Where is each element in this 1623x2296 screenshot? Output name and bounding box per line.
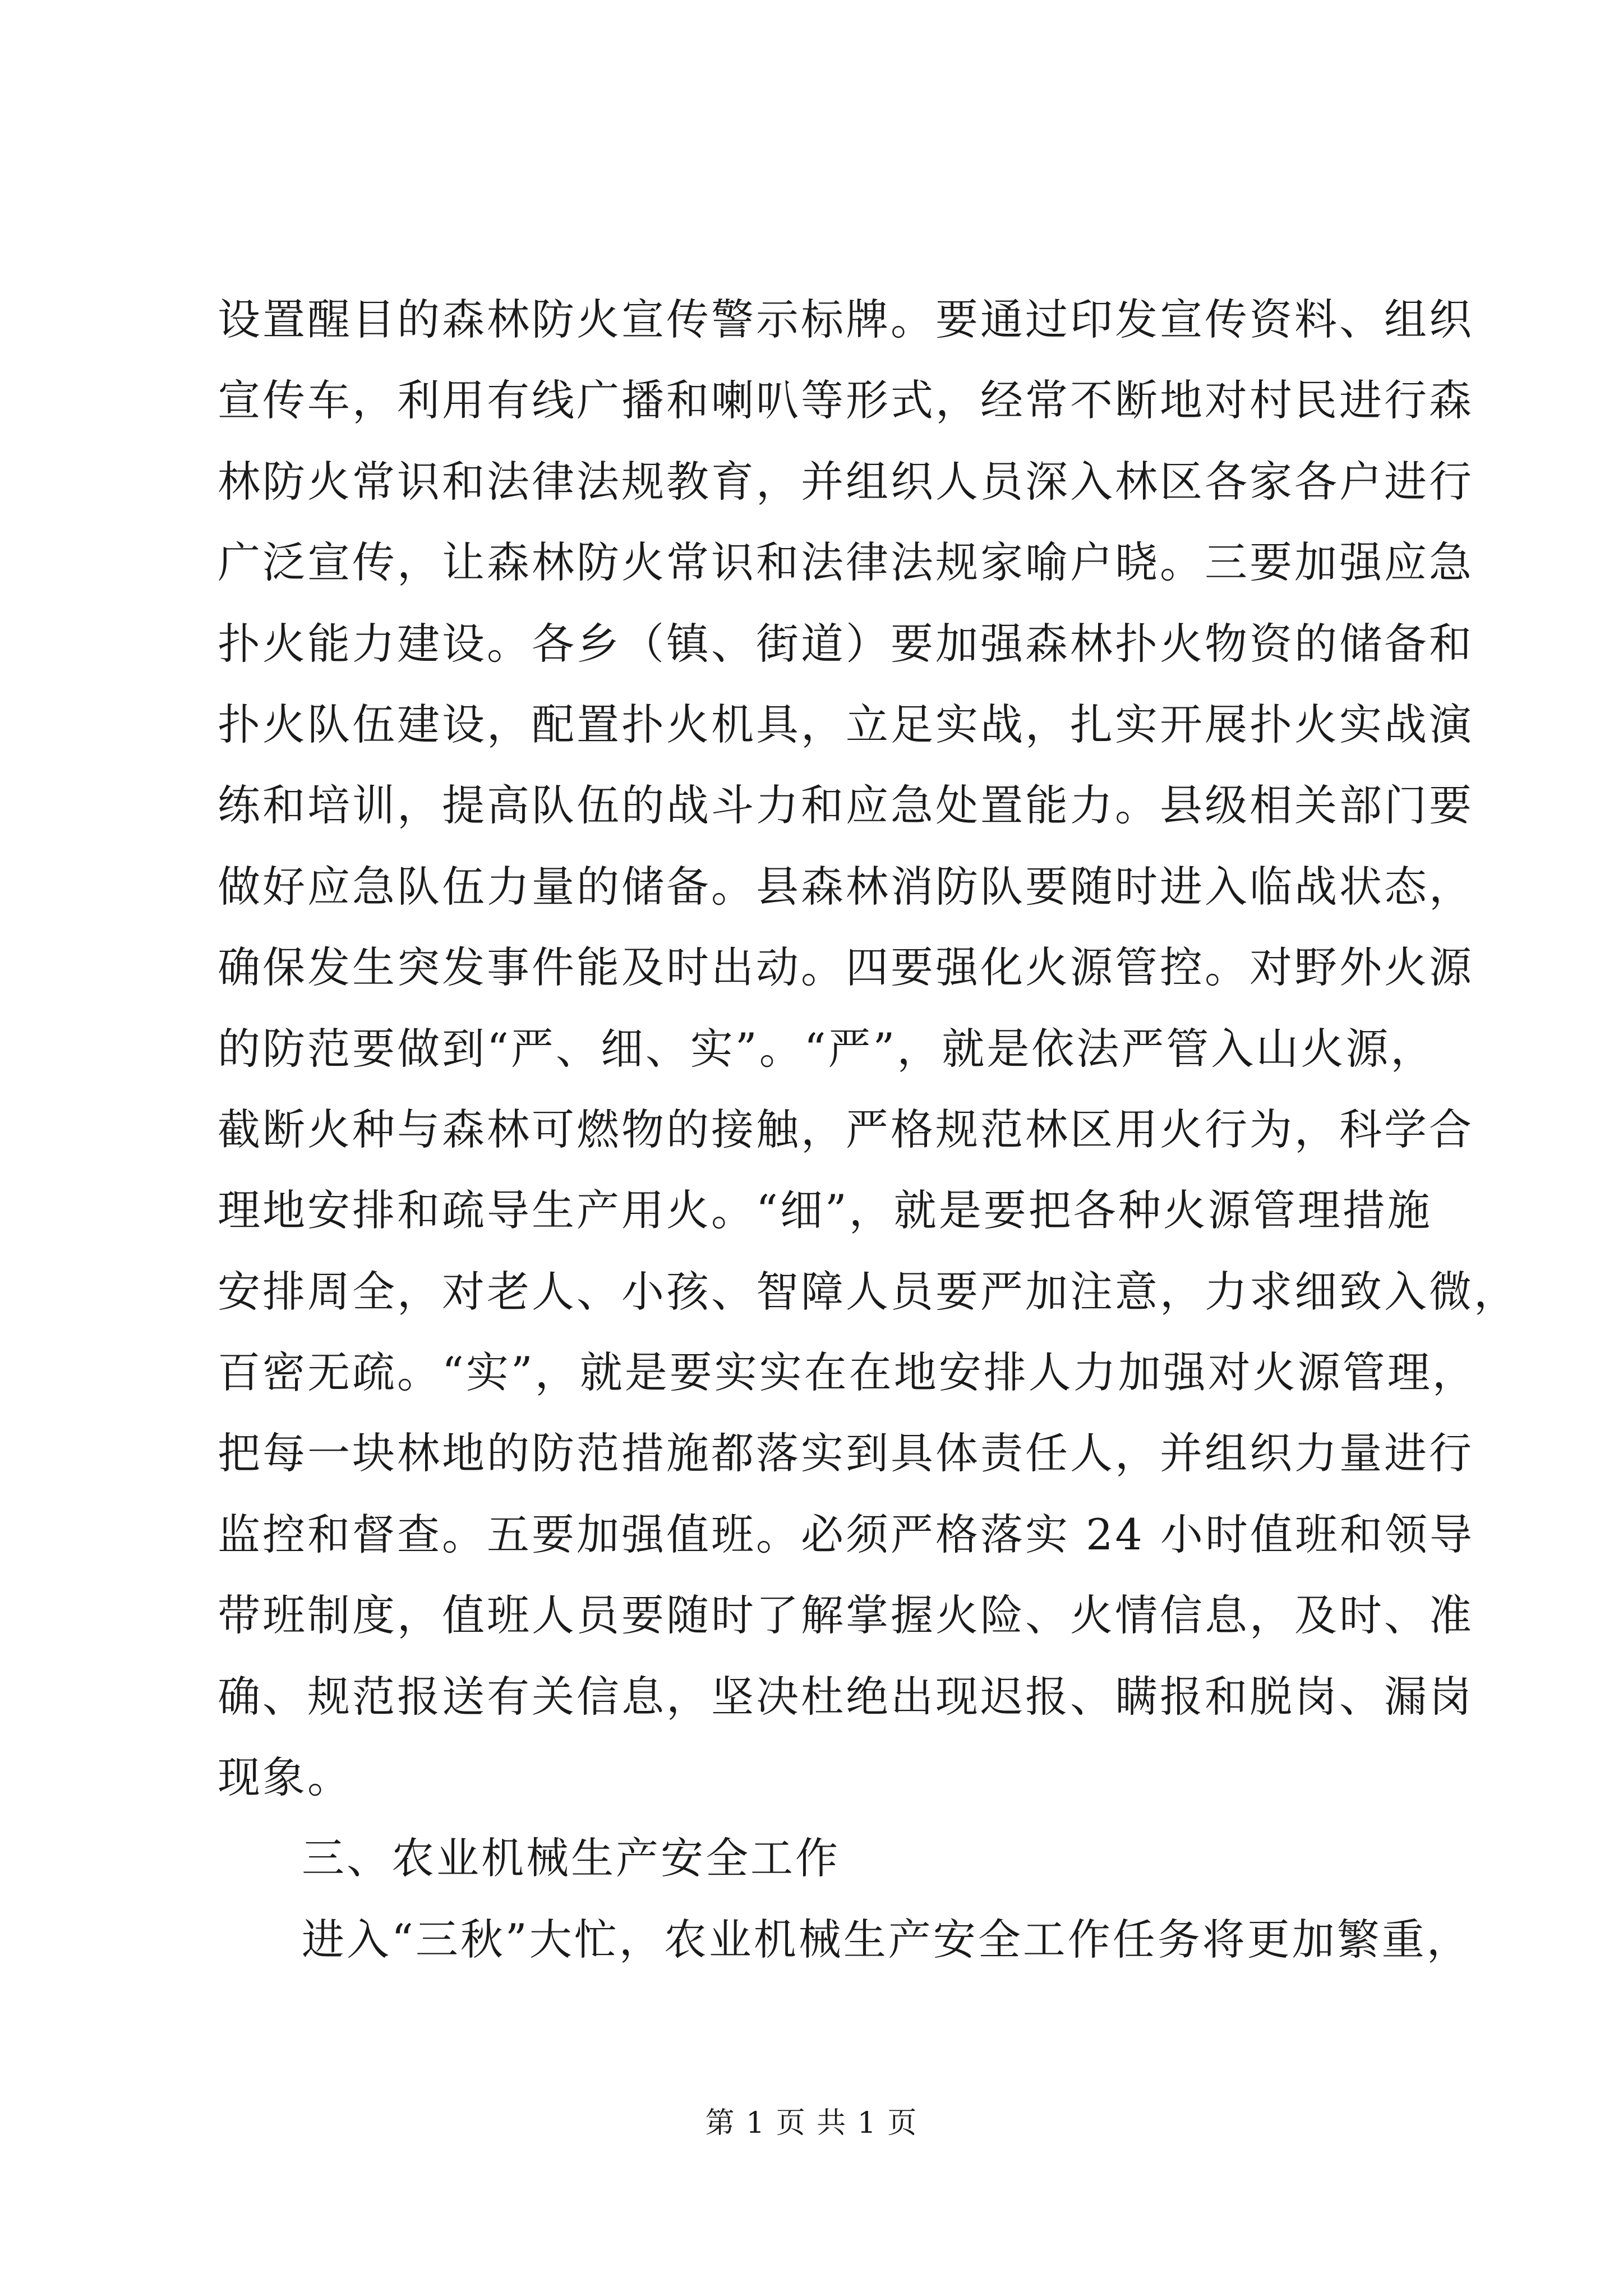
- text-line: 确保发生突发事件能及时出动。四要强化火源管控。对野外火源: [218, 942, 1474, 993]
- text-line: 带班制度，值班人员要随时了解掌握火险、火情信息，及时、准: [218, 1590, 1474, 1641]
- text-line: 扑火队伍建设，配置扑火机具，立足实战，扎实开展扑火实战演: [218, 699, 1474, 749]
- text-line: 理地安排和疏导生产用火。“细”，就是要把各种火源管理措施: [218, 1185, 1432, 1236]
- text-line: 宣传车，利用有线广播和喇叭等形式，经常不断地对村民进行森: [218, 375, 1474, 426]
- text-line: 广泛宣传，让森林防火常识和法律法规家喻户晓。三要加强应急: [218, 537, 1474, 588]
- text-line: 设置醒目的森林防火宣传警示标牌。要通过印发宣传资料、组织: [218, 295, 1474, 344]
- text-line: 确、规范报送有关信息，坚决杜绝出现迟报、瞒报和脱岗、漏岗: [218, 1671, 1474, 1722]
- text-line: 练和培训，提高队伍的战斗力和应急处置能力。县级相关部门要: [218, 780, 1474, 831]
- text-line: 安排周全，对老人、小孩、智障人员要严加注意，力求细致入微，: [218, 1266, 1519, 1317]
- text-line: 林防火常识和法律法规教育，并组织人员深入林区各家各户进行: [218, 456, 1474, 507]
- text-line: 的防范要做到“严、细、实”。“严”，就是依法严管入山火源，: [218, 1023, 1436, 1074]
- text-line: 进入“三秋”大忙，农业机械生产安全工作任务将更加繁重，: [302, 1914, 1472, 1964]
- section-heading: 三、农业机械生产安全工作: [302, 1833, 840, 1884]
- text-line: 扑火能力建设。各乡（镇、街道）要加强森林扑火物资的储备和: [218, 618, 1474, 669]
- text-line: 现象。: [218, 1752, 352, 1803]
- text-line: 把每一块林地的防范措施都落实到具体责任人，并组织力量进行: [218, 1428, 1474, 1479]
- page-footer: 第 1 页 共 1 页: [705, 2106, 918, 2140]
- text-line: 监控和督查。五要加强值班。必须严格落实 24 小时值班和领导: [218, 1509, 1475, 1559]
- text-line: 截断火种与森林可燃物的接触，严格规范林区用火行为，科学合: [218, 1104, 1474, 1154]
- document-body: [218, 279, 1519, 1980]
- text-line: 做好应急队伍力量的储备。县森林消防队要随时进入临战状态，: [218, 861, 1474, 912]
- text-line: 百密无疏。“实”，就是要实实在在地安排人力加强对火源管理，: [218, 1347, 1477, 1398]
